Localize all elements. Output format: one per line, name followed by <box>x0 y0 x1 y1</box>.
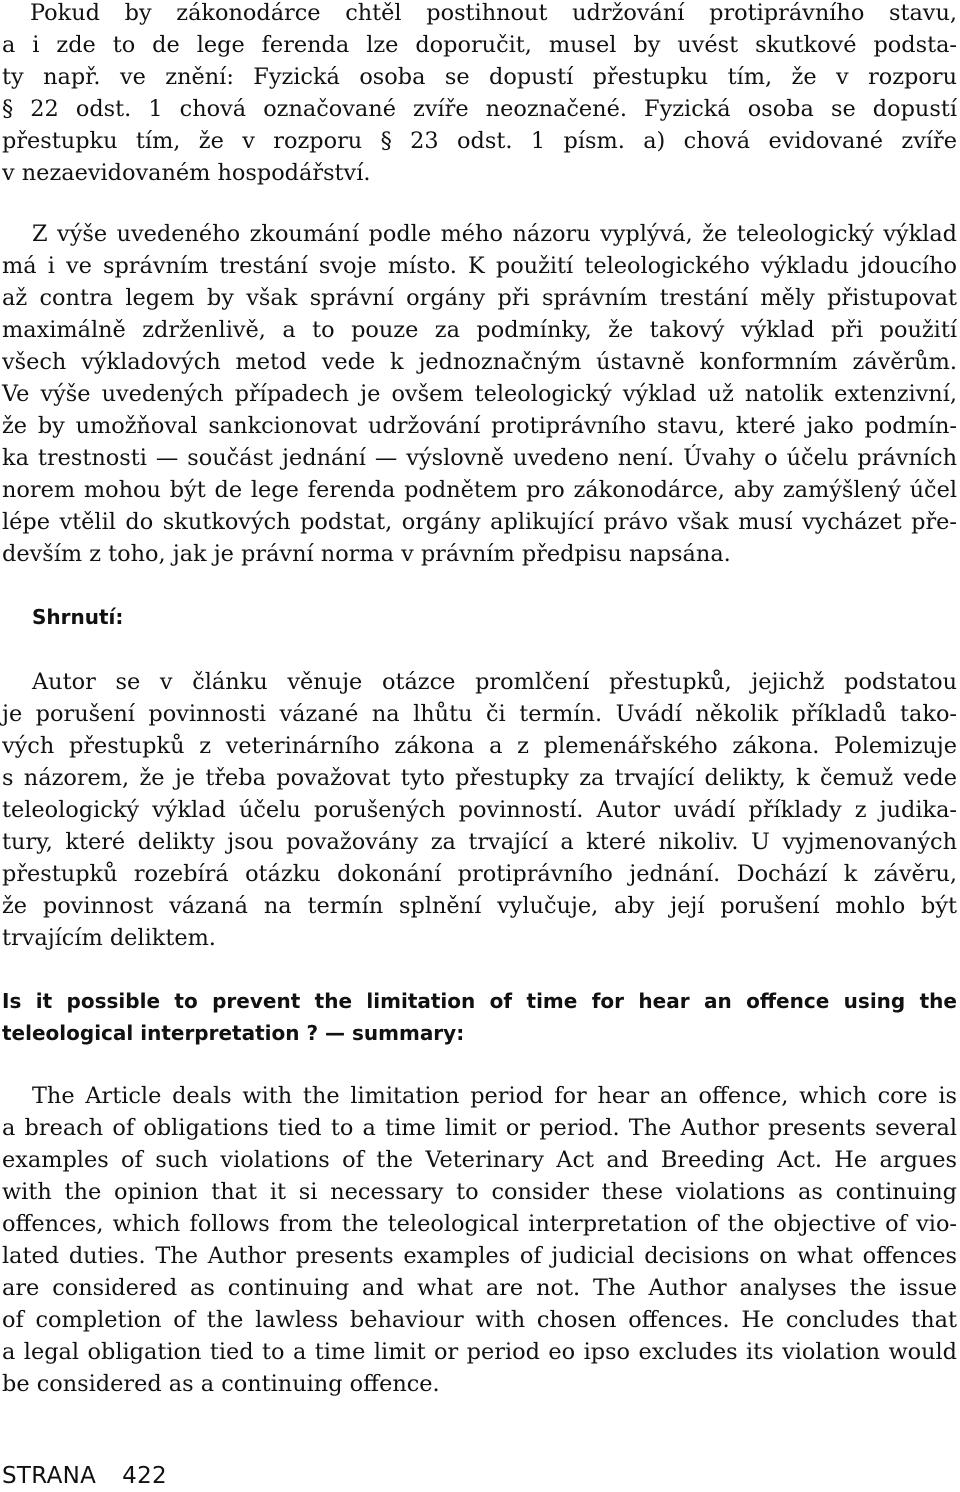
text-line: maximálně zdrženlivě, a to pouze za podmínky, že takový výklad při použití <box>2 317 957 343</box>
text-line: a legal obligation tied to a time limit or period eo ipso excludes its violation would <box>2 1339 957 1365</box>
text-line: Autor se v článku věnuje otázce promlčení přestupků, jejichž podstatou <box>32 669 957 695</box>
text-line: že povinnost vázaná na termín splnění vylučuje, aby její porušení mohlo být <box>2 893 957 919</box>
text-line: ka trestnosti — součást jednání — výslovně uvedeno není. Úvahy o účelu právních <box>2 445 957 471</box>
text-line: § 22 odst. 1 chová označované zvíře neoznačené. Fyzická osoba se dopustí <box>2 96 957 122</box>
text-line: že by umožňoval sankcionovat udržování protiprávního stavu, které jako podmín- <box>2 413 957 439</box>
text-line: a breach of obligations tied to a time limit or period. The Author presents several <box>2 1115 957 1141</box>
paragraph-legislative-proposal <box>2 0 957 189</box>
text-line: je porušení povinnosti vázané na lhůtu či termín. Uvádí několik příkladů tako- <box>2 701 957 727</box>
text-line: Z výše uvedeného zkoumání podle mého názoru vyplývá, že teleologický výklad <box>32 221 957 247</box>
text-line: trvajícím deliktem. <box>2 925 216 951</box>
text-line: The Article deals with the limitation period for hear an offence, which core is <box>32 1083 957 1109</box>
text-line: examples of such violations of the Veterinary Act and Breeding Act. He argues <box>2 1147 957 1173</box>
text-line: ty např. ve znění: Fyzická osoba se dopustí přestupku tím, že v rozporu <box>2 64 957 90</box>
text-line: teleologický výklad účelu porušených povinností. Autor uvádí příklady z judika- <box>2 797 957 823</box>
text-line: s názorem, že je třeba považovat tyto přestupky za trvající delikty, k čemuž vede <box>2 765 957 791</box>
paragraph-english-summary <box>2 1080 957 1400</box>
section-heading-czech-summary: Shrnutí: <box>32 605 124 629</box>
text-line: až contra legem by však správní orgány při správním trestání měly přistupovat <box>2 285 957 311</box>
paragraph-czech-summary <box>2 666 957 954</box>
heading-line: teleological interpretation ? — summary: <box>2 1021 465 1045</box>
text-line: lated duties. The Author presents examples of judicial decisions on what offences <box>2 1243 957 1269</box>
text-line: are considered as continuing and what are not. The Author analyses the issue <box>2 1275 957 1301</box>
text-line: of completion of the lawless behaviour with chosen offences. He concludes that <box>2 1307 957 1333</box>
text-line: be considered as a continuing offence. <box>2 1371 440 1397</box>
text-line: norem mohou být de lege ferenda podnětem pro zákonodárce, aby zamýšlený účel <box>2 477 957 503</box>
heading-line: Is it possible to prevent the limitation of time for hear an offence using the <box>2 989 957 1013</box>
section-heading-english-summary <box>2 985 957 1049</box>
text-line: lépe vtělil do skutkových podstat, orgány aplikující právo však musí vycházet pře- <box>2 509 957 535</box>
text-line: offences, which follows from the teleological interpretation of the objective of vio- <box>2 1211 957 1237</box>
text-line: devším z toho, jak je právní norma v právním předpisu napsána. <box>2 541 731 567</box>
paragraph-conclusion <box>2 218 957 570</box>
page-label: STRANA <box>2 1463 97 1489</box>
text-line: přestupku tím, že v rozporu § 23 odst. 1 písm. a) chová evidované zvíře <box>2 128 957 154</box>
page-number: 422 <box>122 1463 167 1489</box>
text-line: Ve výše uvedených případech je ovšem teleologický výklad už natolik extenzivní, <box>2 381 957 407</box>
page-footer <box>2 1460 167 1492</box>
text-line: všech výkladových metod vede k jednoznačným ústavně konformním závěrům. <box>2 349 957 375</box>
text-line: vých přestupků z veterinárního zákona a z plemenářského zákona. Polemizuje <box>2 733 957 759</box>
text-line: a i zde to de lege ferenda lze doporučit, musel by uvést skutkové podsta- <box>2 32 957 58</box>
text-line: Pokud by zákonodárce chtěl postihnout udržování protiprávního stavu, <box>30 0 957 26</box>
text-line: přestupků rozebírá otázku dokonání protiprávního jednání. Dochází k závěru, <box>2 861 957 887</box>
text-line: with the opinion that it si necessary to consider these violations as continuing <box>2 1179 957 1205</box>
text-line: tury, které delikty jsou považovány za trvající a které nikoliv. U vyjmenovaných <box>2 829 957 855</box>
text-line: má i ve správním trestání svoje místo. K použití teleologického výkladu jdoucího <box>2 253 957 279</box>
text-line: v nezaevidovaném hospodářství. <box>2 160 371 186</box>
